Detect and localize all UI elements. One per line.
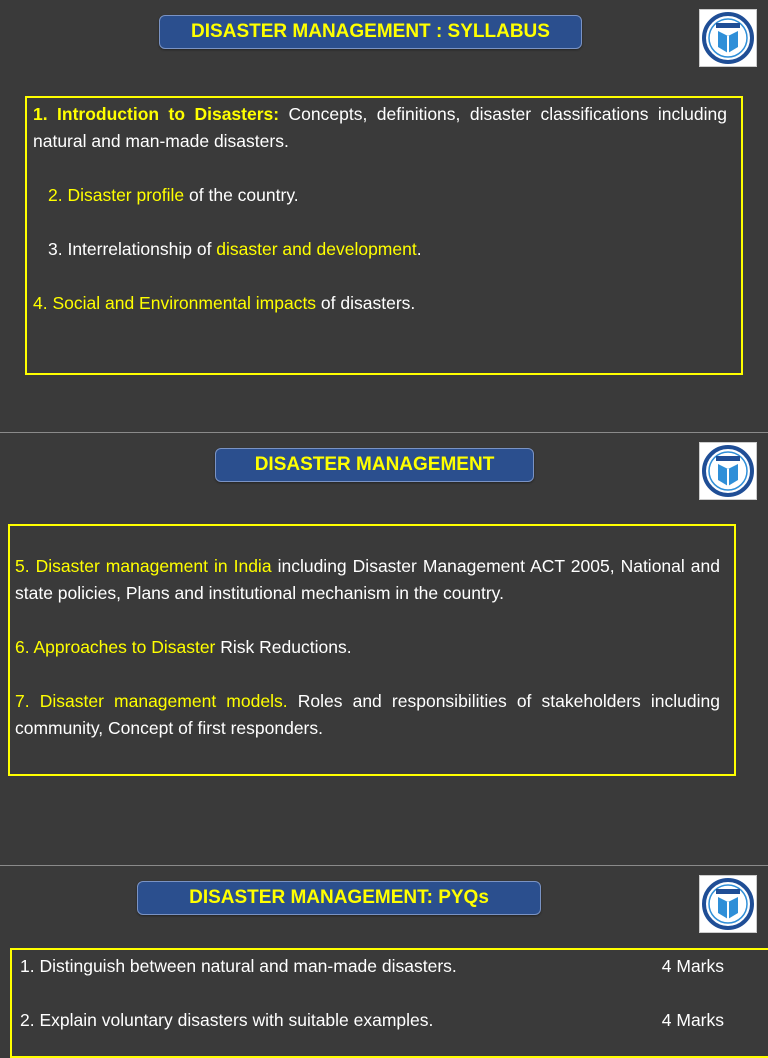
- slide-title: [215, 448, 534, 482]
- topic-item-7: 7. Disaster management models. Roles and responsibilities of stakeholders including community, Concept of first responders.: [15, 691, 720, 738]
- pyq-question: 2. Explain voluntary disasters with suitable examples.: [20, 1010, 434, 1030]
- slide-disaster-management: [0, 433, 768, 865]
- pyq-marks: 4 Marks: [661, 956, 724, 976]
- pyq-row: [20, 1007, 724, 1034]
- syllabus-item-4: 4. Social and Environmental impacts of disasters.: [33, 293, 416, 313]
- slide-title: [159, 15, 582, 49]
- topic-item-5: 5. Disaster management in India including Disaster Management ACT 2005, National and state policies, Plans and institutional mechanism in the country.: [15, 556, 720, 603]
- slide-syllabus: [0, 0, 768, 432]
- pyq-box: [10, 948, 768, 1058]
- syllabus-item-2: 2. Disaster profile of the country.: [48, 185, 299, 205]
- slide-pyqs: [0, 866, 768, 1030]
- slide-title-text: DISASTER MANAGEMENT: [254, 454, 495, 475]
- topic-item-6: 6. Approaches to Disaster Risk Reductions.: [15, 637, 352, 657]
- pyq-row: [20, 953, 724, 980]
- institute-logo-icon: [699, 9, 757, 67]
- slide-title-text: DISASTER MANAGEMENT : SYLLABUS: [191, 21, 550, 42]
- slide-title-text: DISASTER MANAGEMENT: PYQs: [189, 887, 489, 908]
- syllabus-item-3: 3. Interrelationship of disaster and development.: [48, 239, 422, 259]
- syllabus-box: [25, 96, 743, 375]
- institute-logo-icon: [699, 442, 757, 500]
- topics-box: [8, 524, 736, 776]
- pyq-question: 1. Distinguish between natural and man-made disasters.: [20, 956, 457, 976]
- pyq-marks: 4 Marks: [661, 1010, 724, 1030]
- syllabus-item-1: 1. Introduction to Disasters: Concepts, definitions, disaster classifications including natural and man-made disasters.: [33, 104, 728, 151]
- institute-logo-icon: [699, 875, 757, 933]
- slide-title: [137, 881, 541, 915]
